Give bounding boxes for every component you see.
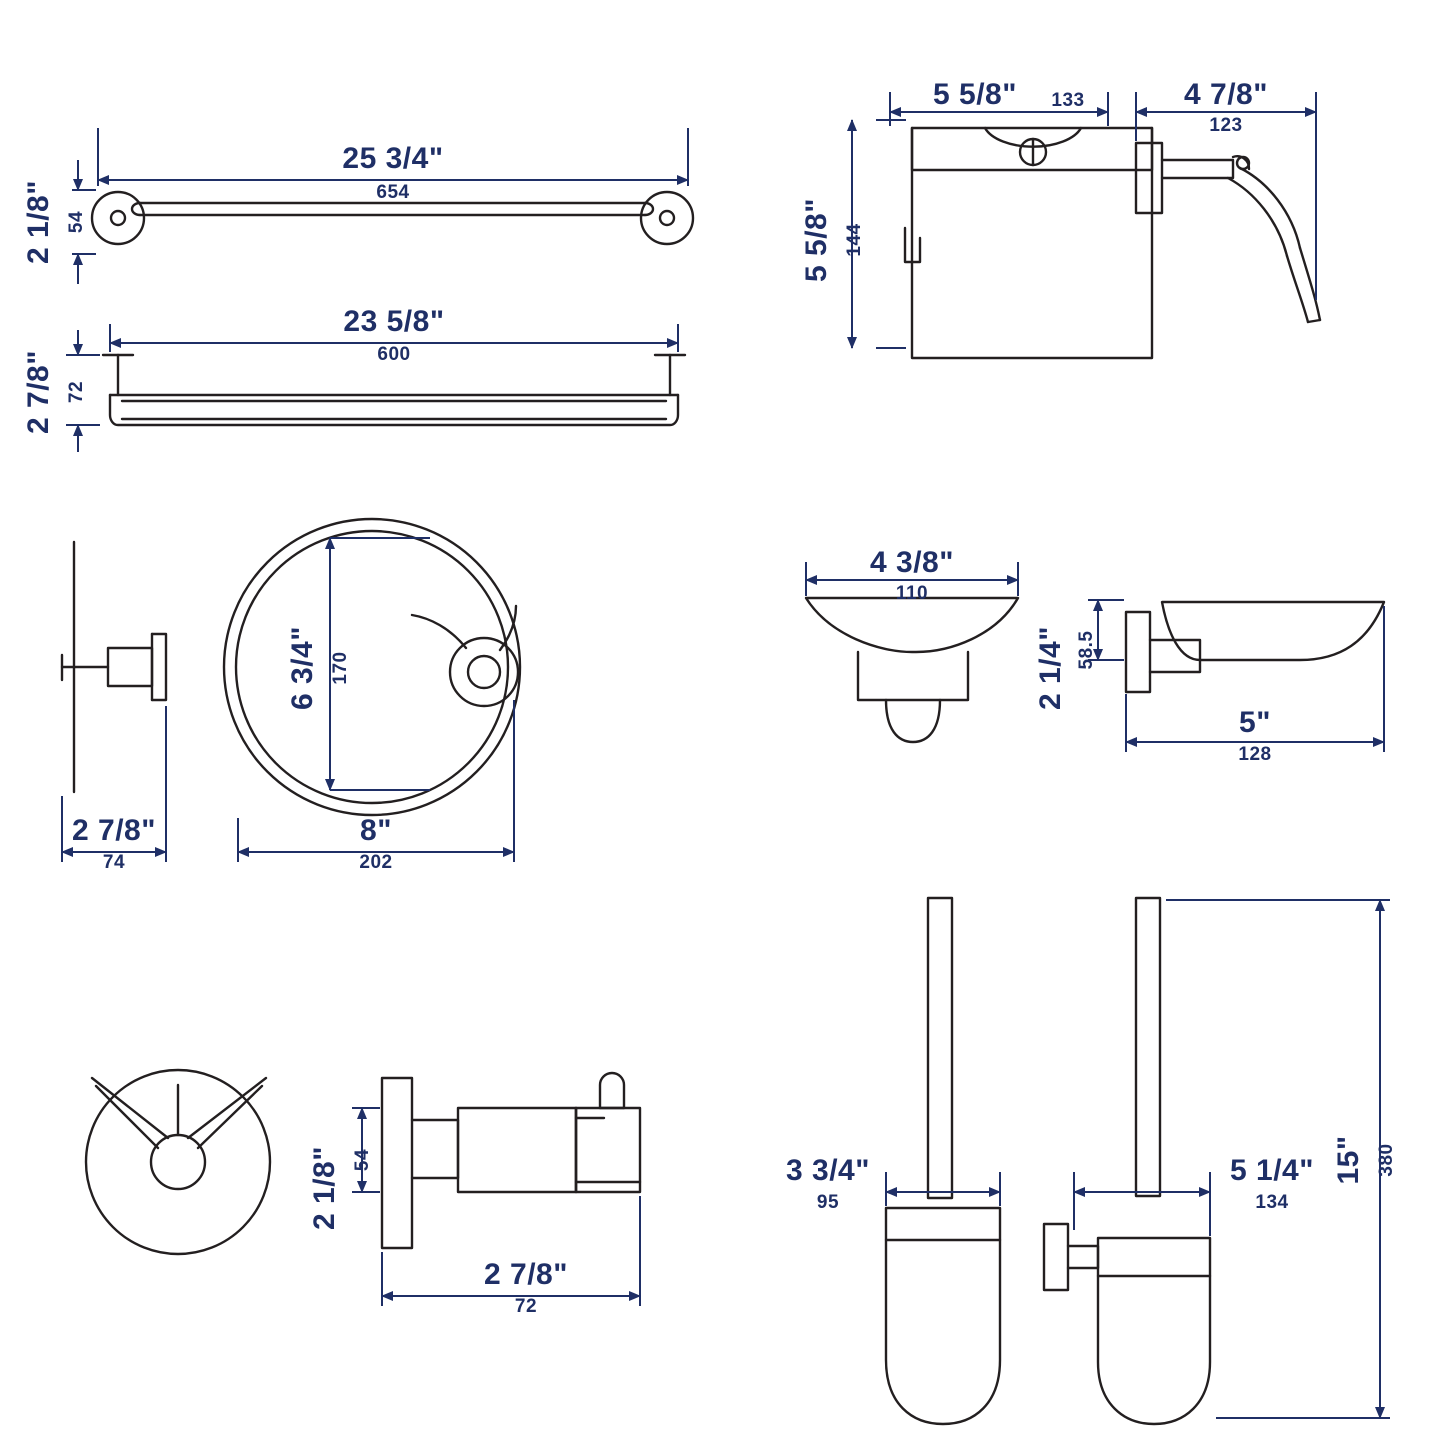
towel-ring-front bbox=[224, 519, 520, 815]
dim-towel-bar-short-width-metric: 600 bbox=[377, 344, 411, 365]
dim-robe-hook-height-metric: 54 bbox=[352, 1148, 373, 1172]
dim-towel-ring-width-metric: 202 bbox=[359, 852, 393, 873]
dim-towel-bar-long-projection-imperial: 2 1/8" bbox=[22, 180, 55, 264]
dim-soap-dish-projection-metric: 128 bbox=[1238, 744, 1272, 765]
towel-bar-short-front bbox=[103, 355, 685, 425]
toilet-brush-front bbox=[886, 898, 1000, 1424]
dim-towel-bar-long-width-imperial: 25 3/4" bbox=[342, 142, 444, 175]
dim-soap-dish-projection-imperial: 5" bbox=[1239, 706, 1271, 739]
dim-tp-holder-height-imperial: 5 5/8" bbox=[800, 198, 833, 282]
dim-brush-holder-front-width-imperial: 3 3/4" bbox=[786, 1154, 870, 1187]
dim-tp-holder-width-imperial: 5 5/8" bbox=[933, 78, 1017, 111]
toilet-paper-holder-side bbox=[1136, 143, 1320, 322]
dim-soap-dish-height-imperial: 2 1/4" bbox=[1034, 626, 1067, 710]
dim-towel-bar-long-width-metric: 654 bbox=[376, 182, 410, 203]
dim-brush-holder-front-width-metric: 95 bbox=[816, 1192, 840, 1213]
dim-towel-bar-short-projection-metric: 72 bbox=[66, 380, 87, 404]
dim-robe-hook-projection-metric: 72 bbox=[514, 1296, 538, 1317]
toilet-brush-side bbox=[1044, 898, 1210, 1424]
towel-ring-side bbox=[62, 542, 166, 792]
robe-hook-side bbox=[382, 1073, 640, 1248]
dim-brush-holder-height-imperial: 15" bbox=[1332, 1135, 1365, 1185]
dim-towel-ring-projection-metric: 74 bbox=[102, 852, 126, 873]
dim-towel-bar-short-projection-imperial: 2 7/8" bbox=[22, 350, 55, 434]
dim-brush-holder-side-width-imperial: 5 1/4" bbox=[1230, 1154, 1314, 1187]
dim-soap-dish-width-imperial: 4 3/8" bbox=[870, 546, 954, 579]
dim-towel-ring-width-imperial: 8" bbox=[360, 814, 392, 847]
dim-towel-ring-projection-imperial: 2 7/8" bbox=[72, 814, 156, 847]
robe-hook-front bbox=[86, 1070, 270, 1254]
dim-soap-dish-height-metric: 58.5 bbox=[1076, 630, 1097, 670]
toilet-paper-holder-front bbox=[905, 128, 1152, 358]
dim-tp-holder-height-metric: 144 bbox=[844, 223, 865, 257]
dim-tp-holder-width-metric: 133 bbox=[1051, 90, 1085, 111]
dim-towel-bar-long-projection-metric: 54 bbox=[66, 210, 87, 234]
dim-towel-ring-inner-height-metric: 170 bbox=[330, 651, 351, 685]
dim-robe-hook-projection-imperial: 2 7/8" bbox=[484, 1258, 568, 1291]
soap-dish-side bbox=[1126, 602, 1384, 692]
dim-robe-hook-height-imperial: 2 1/8" bbox=[308, 1146, 341, 1230]
dim-brush-holder-height-metric: 380 bbox=[1376, 1143, 1397, 1177]
dim-soap-dish-width-metric: 110 bbox=[895, 583, 929, 604]
dim-tp-holder-projection-imperial: 4 7/8" bbox=[1184, 78, 1268, 111]
dim-towel-bar-short-width-imperial: 23 5/8" bbox=[343, 305, 445, 338]
dim-towel-ring-inner-height-imperial: 6 3/4" bbox=[286, 626, 319, 710]
dim-brush-holder-side-width-metric: 134 bbox=[1255, 1192, 1289, 1213]
dim-tp-holder-projection-metric: 123 bbox=[1209, 115, 1243, 136]
soap-dish-front bbox=[806, 598, 1018, 742]
